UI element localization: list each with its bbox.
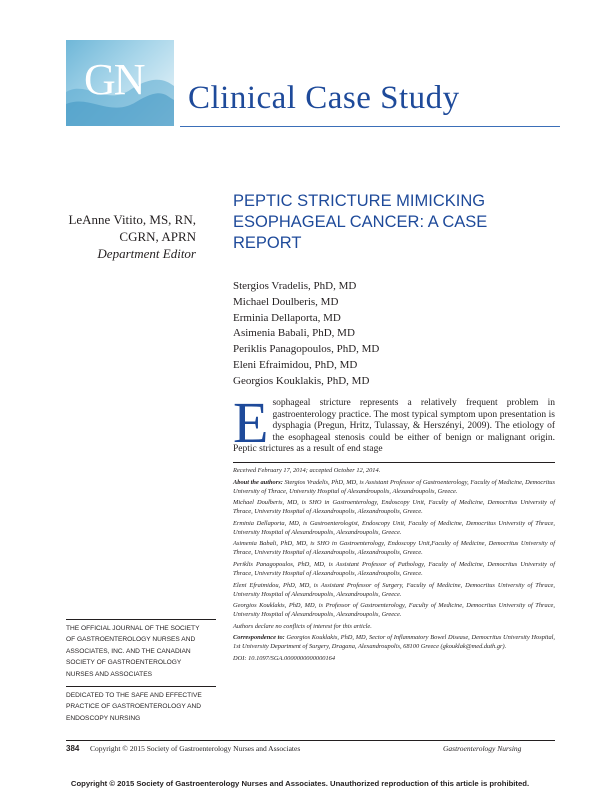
editor-role: Department Editor xyxy=(97,246,196,261)
dedication-line: DEDICATED TO THE SAFE AND EFFECTIVE xyxy=(66,692,202,699)
journal-logo xyxy=(66,40,174,126)
author-bio: Asimenia Babali, PhD, MD, is SHO in Gastroenterology, Endoscopy Unit,Faculty of Medicine, Democritus University of Thrace, University Hospital of Alexandroupolis, Alexandroupolis, Greece. xyxy=(233,540,555,557)
author-item: Asimenia Babali, PhD, MD xyxy=(233,327,355,340)
author-bio: Periklis Panagopoulos, PhD, MD, is Assistant Professor of Pathology, Faculty of Medicine, Democritus University of Thrace, University Hospital of Alexandroupolis, Alexandroupolis, Greece. xyxy=(233,560,555,577)
editor-name-line1: LeAnne Vitito, MS, RN, xyxy=(68,212,196,227)
author-item: Michael Doulberis, MD xyxy=(233,295,339,308)
page-number: 384 xyxy=(66,744,80,753)
correspondence-text: Georgios Kouklakis, PhD, MD, Sector of Inflammatory Bowel Disease, Democritus University Hospital, 1st University Department of Surgery, Dragana, Alexandroupolis, 68100 Greece (gkouklak@med.duth.gr). xyxy=(233,634,556,651)
logo-text: GN xyxy=(84,55,144,104)
author-bio: Erminia Dellaporta, MD, is Gastroenterologist, Endoscopy Unit, Faculty of Medicine, Democritus University of Thrace, University Hospital of Alexandroupolis, Alexandroupolis, Greece. xyxy=(233,519,555,536)
author-item: Georgios Kouklakis, PhD, MD xyxy=(233,374,370,387)
editor-name-line2: CGRN, APRN xyxy=(119,229,196,244)
author-notes xyxy=(233,466,555,666)
footer-copyright: Copyright © 2015 Society of Gastroenterology Nurses and Associates xyxy=(90,744,301,753)
conflicts-statement: Authors declare no conflicts of interest for this article. xyxy=(233,622,372,630)
author-item: Periklis Panagopoulos, PhD, MD xyxy=(233,343,380,356)
journal-info xyxy=(66,623,216,680)
journal-info-line: NURSES AND ASSOCIATES xyxy=(66,670,152,678)
title-line: PEPTIC STRICTURE MIMICKING xyxy=(233,192,486,210)
author-item: Erminia Dellaporta, MD xyxy=(233,311,341,324)
about-label: About the authors: xyxy=(233,478,283,486)
received-dates: Received February 17, 2014; accepted October 12, 2014. xyxy=(233,467,381,474)
journal-info-line: ASSOCIATES, INC. AND THE CANADIAN xyxy=(66,647,191,655)
author-list xyxy=(233,279,379,390)
drop-cap: E xyxy=(233,390,269,455)
dedication-line: PRACTICE OF GASTROENTEROLOGY AND xyxy=(66,703,202,711)
journal-info-line: SOCIETY OF GASTROENTEROLOGY xyxy=(66,659,182,667)
footer-journal-name: Gastroenterology Nursing xyxy=(443,744,522,753)
journal-info-line: OF GASTROENTEROLOGY NURSES AND xyxy=(66,636,196,644)
notes-divider xyxy=(233,462,555,463)
journal-info-divider xyxy=(66,619,216,620)
correspondence xyxy=(233,633,555,651)
article-title xyxy=(233,191,553,254)
author-bio: Georgios Kouklakis, PhD, MD, is Professor of Gastroenterology, Faculty of Medicine, Democritus University of Thrace, University Hospital of Alexandroupolis, Alexandroupolis, Greece. xyxy=(233,602,555,619)
title-line: REPORT xyxy=(233,234,302,252)
department-editor xyxy=(66,211,196,262)
author-bio: Michael Doulberis, MD, is SHO in Gastroenterology, Endoscopy Unit, Faculty of Medicine, Democritus University of Thrace, University Hospital of Alexandroupolis, Alexandroupolis, Greece. xyxy=(233,499,555,516)
author-item: Eleni Efraimidou, PhD, MD xyxy=(233,358,358,371)
article-body xyxy=(233,390,555,456)
about-text: Stergios Vradelis, PhD, MD, is Assistant Professor of Gastroenterology, Faculty of Medicine, Democritus University of Thrace, University Hospital of Alexandroupolis, Alexandroupolis, Greece. xyxy=(233,478,555,495)
correspondence-label: Correspondence to: xyxy=(233,634,285,642)
title-line: ESOPHAGEAL CANCER: A CASE xyxy=(233,213,488,231)
copyright-banner: Copyright © 2015 Society of Gastroenterology Nurses and Associates. Unauthorized reproduction of this article is prohibited. xyxy=(70,779,530,788)
footer-divider xyxy=(66,740,555,741)
journal-info-line: THE OFFICIAL JOURNAL OF THE SOCIETY xyxy=(66,625,200,632)
header-divider xyxy=(180,126,560,127)
section-title: Clinical Case Study xyxy=(188,80,460,116)
body-paragraph: sophageal stricture represents a relatively frequent problem in gastroenterology practice. The most typical symptom upon presentation is dysphagia (Pregun, Hritz, Tulassay, & Herszényi, 2009). The etiology of the esophageal stenosis could be either of benign or malignant origin. Peptic strictures as a result of end stage xyxy=(233,398,555,455)
doi: DOI: 10.1097/SGA.0000000000000164 xyxy=(233,654,336,662)
journal-dedication xyxy=(66,690,216,724)
author-bio: Eleni Efraimidou, PhD, MD, is Assistant Professor of Surgery, Faculty of Medicine, Democritus University of Thrace, University Hospital of Alexandroupolis, Alexandroupolis, Greece. xyxy=(233,581,555,598)
author-item: Stergios Vradelis, PhD, MD xyxy=(233,280,357,292)
dedicated-divider xyxy=(66,686,216,687)
about-authors xyxy=(233,478,555,496)
dedication-line: ENDOSCOPY NURSING xyxy=(66,714,141,722)
